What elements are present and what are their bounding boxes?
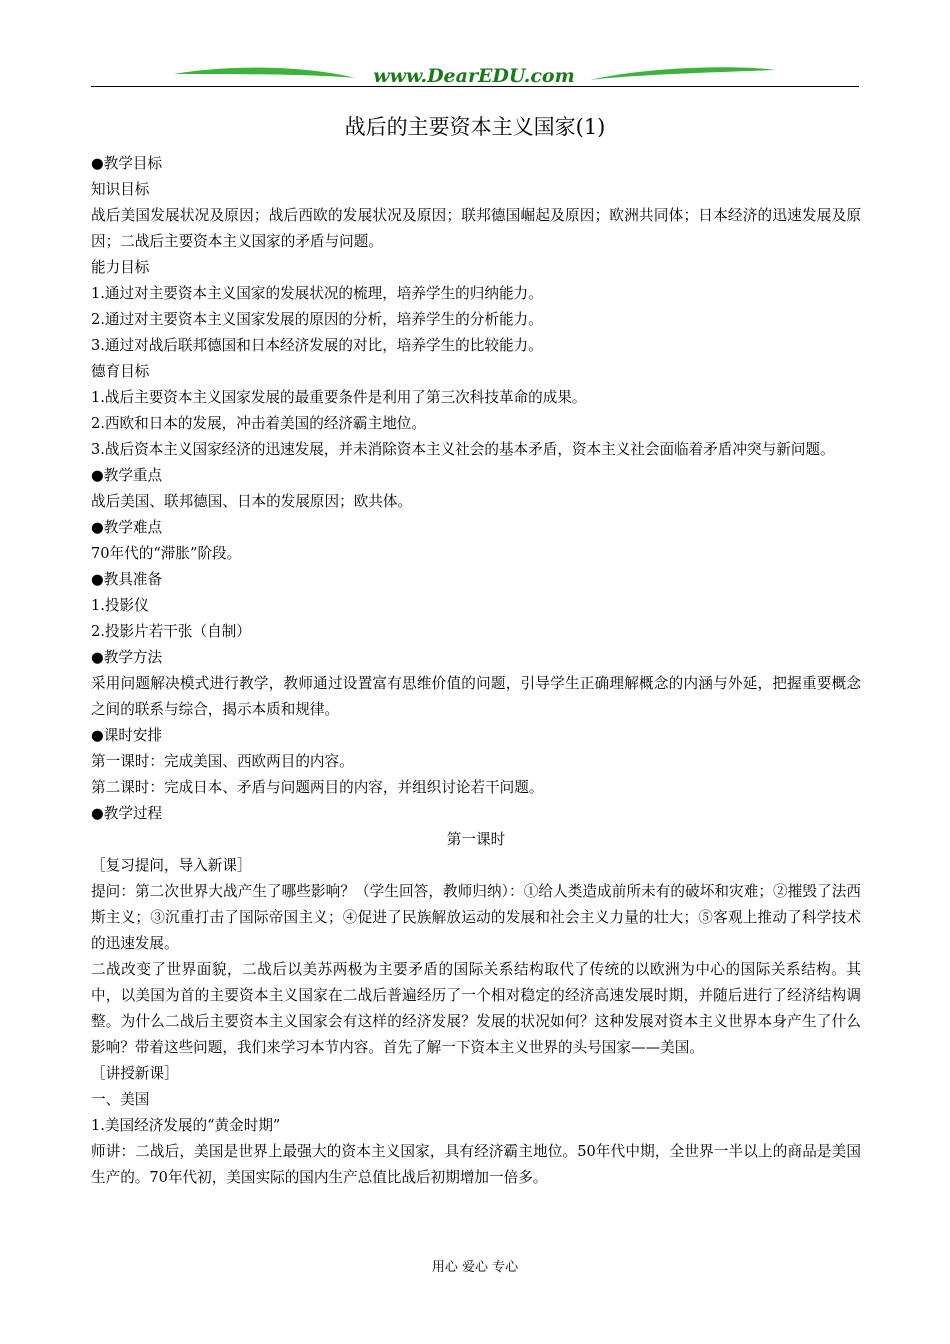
page-title: 战后的主要资本主义国家(1) xyxy=(344,115,606,139)
text-line: 第二课时：完成日本、矛盾与问题两目的内容，并组织讨论若干问题。 xyxy=(91,779,544,796)
right-swoosh xyxy=(590,67,776,80)
text-line: 3.通过对战后联邦德国和日本经济发展的对比，培养学生的比较能力。 xyxy=(91,337,543,354)
text-line: 1.战后主要资本主义国家发展的最重要条件是利用了第三次科技革命的成果。 xyxy=(91,389,587,406)
text-line: 2.投影片若干张（自制） xyxy=(91,623,251,640)
text-line: 师讲：二战后，美国是世界上最强大的资本主义国家，具有经济霸主地位。50年代中期，全世界一半以上的商品是美国生产的。70年代初，美国实际的国内生产总值比战后初期增加一倍多。 xyxy=(91,1143,861,1186)
text-line: 1.美国经济发展的“黄金时期” xyxy=(91,1117,281,1134)
text-line: 知识目标 xyxy=(91,181,150,198)
document-body xyxy=(91,151,861,1191)
text-line: 提问：第二次世界大战产生了哪些影响？（学生回答，教师归纳）：①给人类造成前所未有的破坏和灾难；②摧毁了法西斯主义；③沉重打击了国际帝国主义；④促进了民族解放运动的发展和社会主义力量的壮大；⑤客观上推动了科学技术的迅速发展。 xyxy=(91,883,861,952)
text-line: ●教学方法 xyxy=(91,649,163,666)
section-heading: 第一课时 xyxy=(446,831,506,848)
text-line: 2.通过对主要资本主义国家发展的原因的分析，培养学生的分析能力。 xyxy=(91,311,543,328)
text-line: 战后美国、联邦德国、日本的发展原因；欧共体。 xyxy=(91,493,413,510)
text-line: ［复习提问，导入新课］ xyxy=(91,857,252,874)
text-line: ●教学重点 xyxy=(91,467,163,484)
text-line: 能力目标 xyxy=(91,259,150,276)
text-line: ●教学过程 xyxy=(91,805,163,822)
text-line: 采用问题解决模式进行教学，教师通过设置富有思维价值的问题，引导学生正确理解概念的内涵与外延，把握重要概念之间的联系与综合，揭示本质和规律。 xyxy=(91,675,861,718)
text-line: 70年代的“滞胀”阶段。 xyxy=(91,545,242,562)
text-line: 战后美国发展状况及原因；战后西欧的发展状况及原因；联邦德国崛起及原因；欧洲共同体；日本经济的迅速发展及原因；二战后主要资本主义国家的矛盾与问题。 xyxy=(91,207,861,250)
page-footer: 用心 爱心 专心 xyxy=(431,1260,519,1275)
text-line: 一、美国 xyxy=(91,1091,150,1108)
text-line: ●教学难点 xyxy=(91,519,163,536)
text-line: 1.投影仪 xyxy=(91,597,149,614)
logo-text: www.DearEDU.com xyxy=(373,65,575,87)
text-line: 2.西欧和日本的发展，冲击着美国的经济霸主地位。 xyxy=(91,415,426,432)
text-line: 二战改变了世界面貌，二战后以美苏两极为主要矛盾的国际关系结构取代了传统的以欧洲为中心的国际关系结构。其中，以美国为首的主要资本主义国家在二战后普遍经历了一个相对稳定的经济高速发展时期，并随后进行了经济结构调整。为什么二战后主要资本主义国家会有这样的经济发展？发展的状况如何？这种发展对资本主义世界本身产生了什么影响？带着这些问题，我们来学习本节内容。首先了解一下资本主义世界的头号国家——美国。 xyxy=(91,961,861,1056)
header-rule xyxy=(91,86,859,87)
text-line: ●教学目标 xyxy=(91,155,163,172)
text-line: ●教具准备 xyxy=(91,571,163,588)
text-line: ［讲授新课］ xyxy=(91,1065,179,1082)
text-line: 3.战后资本主义国家经济的迅速发展，并未消除资本主义社会的基本矛盾，资本主义社会面临着矛盾冲突与新问题。 xyxy=(91,441,835,458)
left-swoosh xyxy=(174,68,355,78)
text-line: ●课时安排 xyxy=(91,727,163,744)
text-line: 第一课时：完成美国、西欧两目的内容。 xyxy=(91,753,354,770)
text-line: 德育目标 xyxy=(91,363,150,380)
dearedu-logo xyxy=(170,62,778,88)
text-line: 1.通过对主要资本主义国家的发展状况的梳理，培养学生的归纳能力。 xyxy=(91,285,543,302)
